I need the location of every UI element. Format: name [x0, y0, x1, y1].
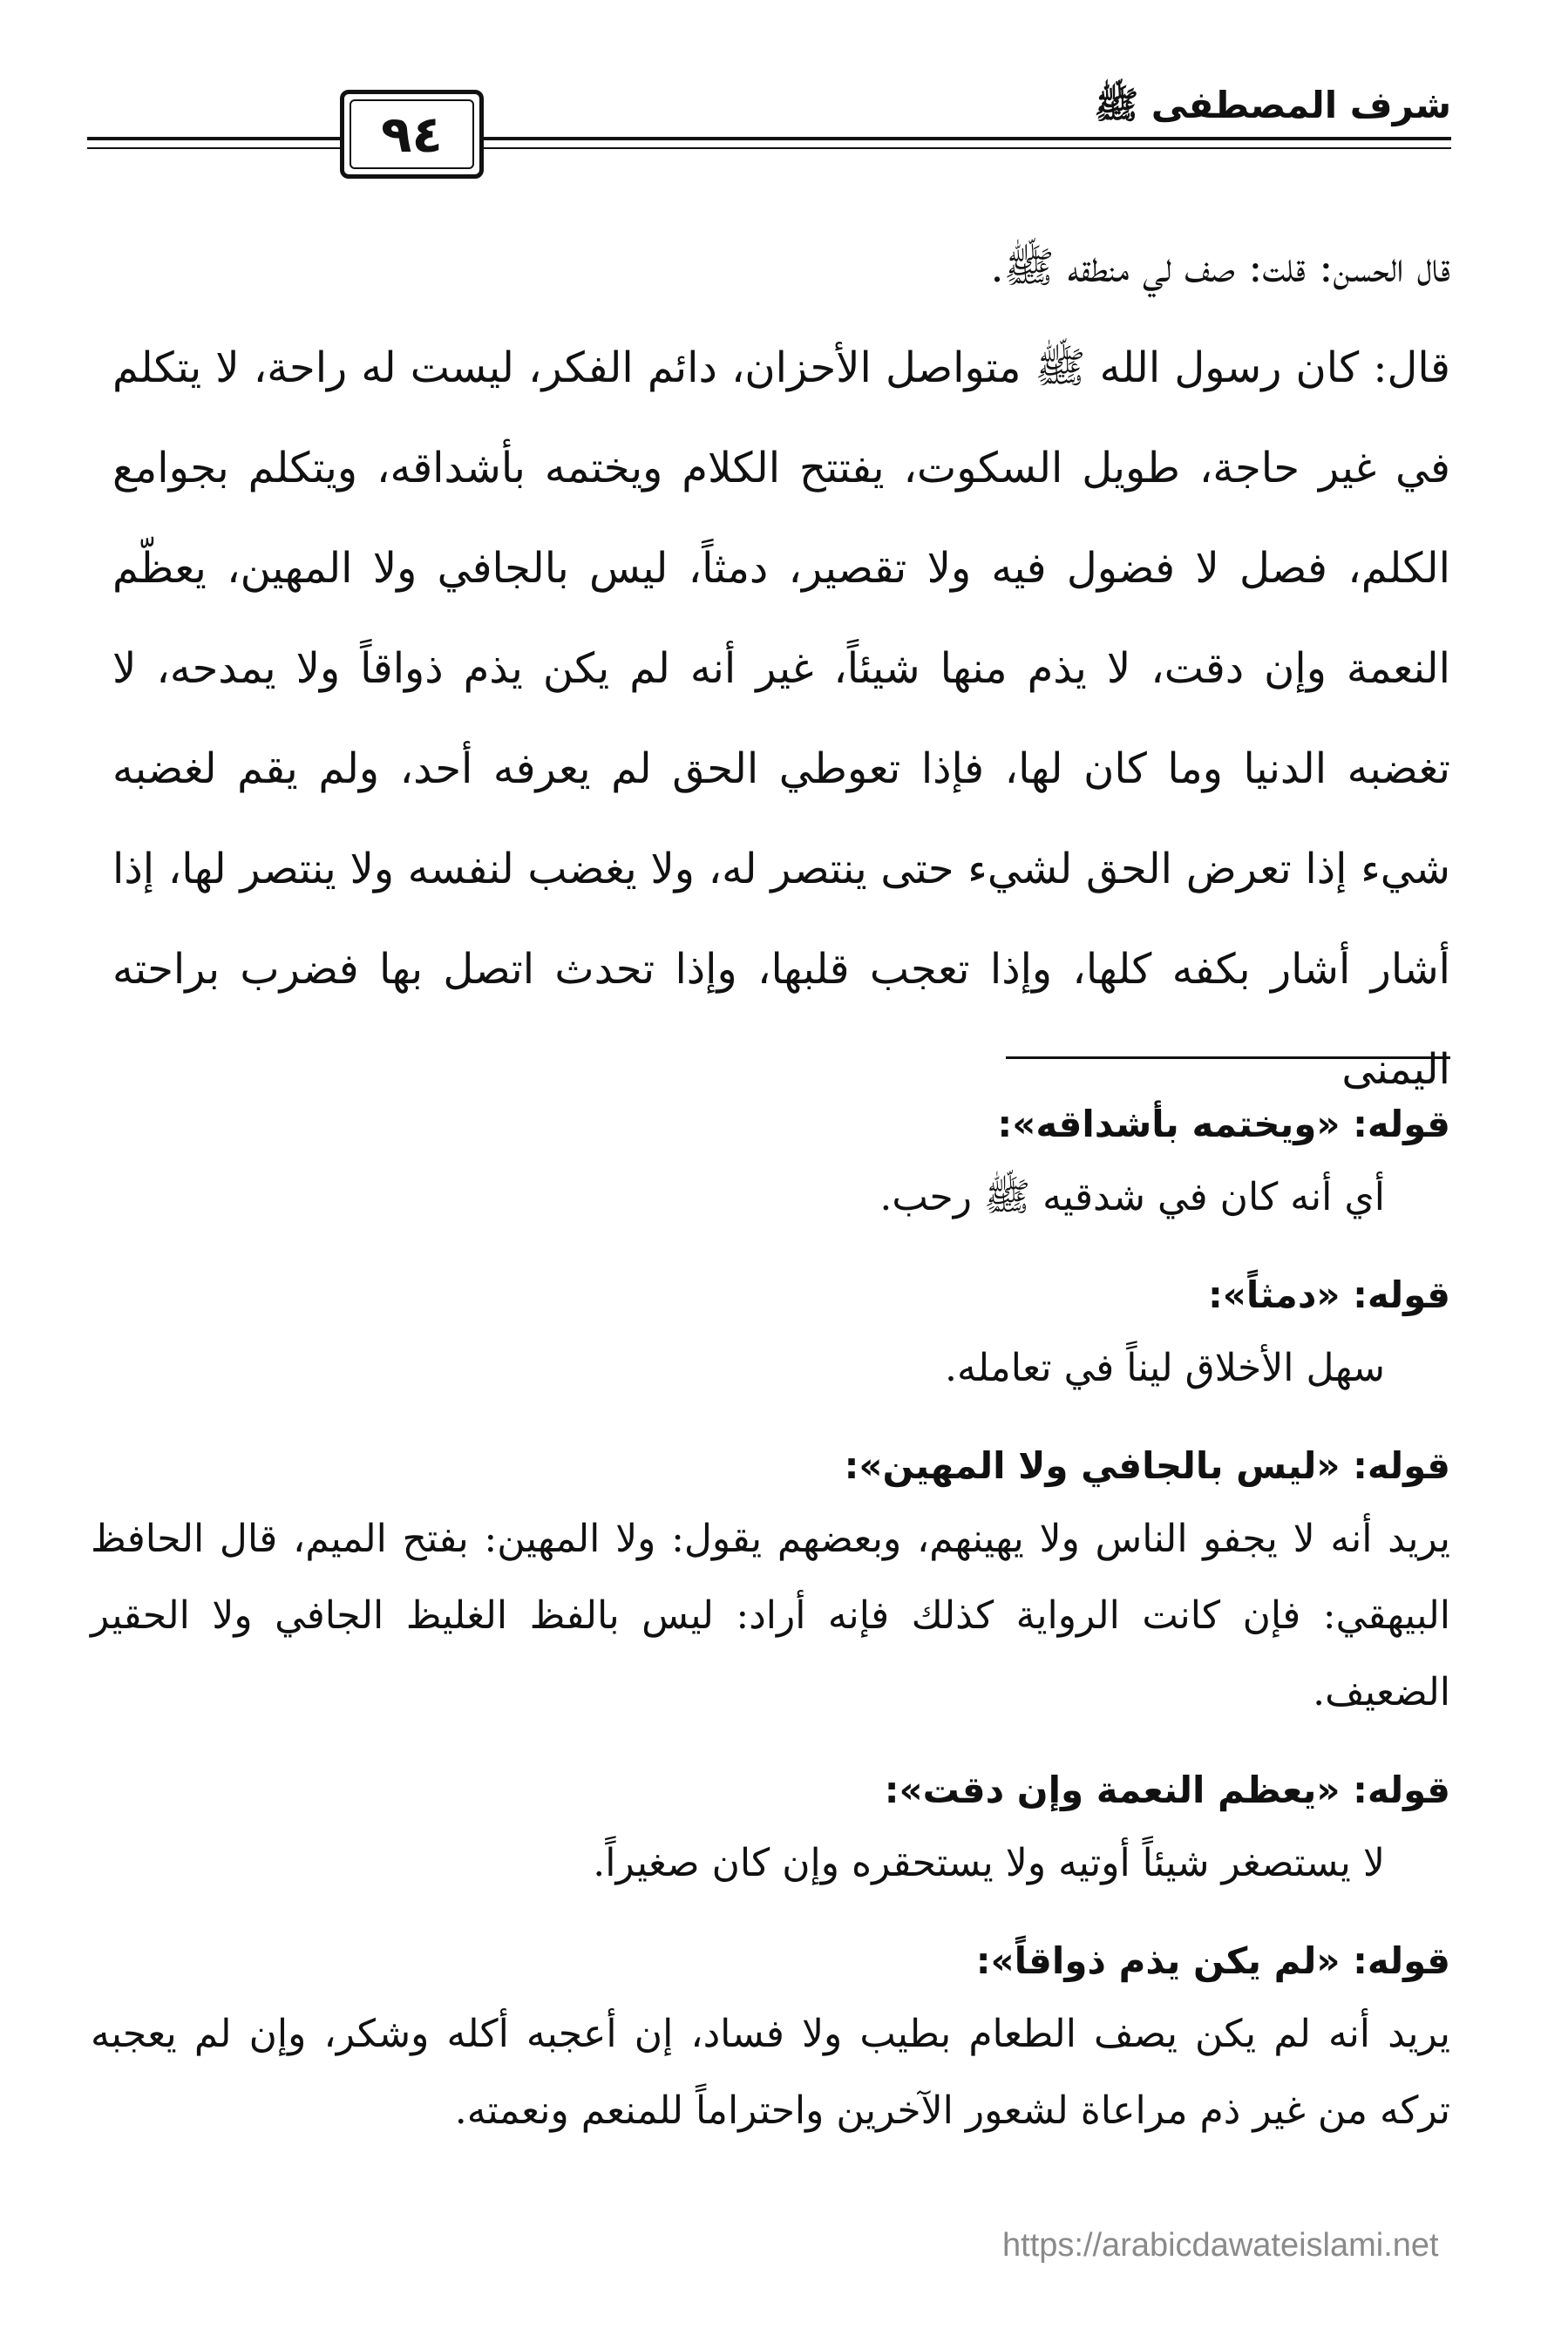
commentary-notes	[91, 1090, 1450, 2149]
note-body: يريد أنه لم يكن يصف الطعام بطيب ولا فساد، إن أعجبه أكله وشكر، وإن لم يعجبه تركه من غير ذم مراعاة لشعور الآخرين واحتراماً للمنعم ونعمته.	[91, 2012, 1450, 2133]
note	[91, 1260, 1450, 1407]
note	[91, 1090, 1450, 1236]
note-body: لا يستصغر شيئاً أوتيه ولا يستحقره وإن كان صغيراً.	[593, 1841, 1385, 1885]
page-number-frame	[340, 90, 484, 179]
header-rule	[87, 137, 1451, 140]
footnote-separator	[1006, 1056, 1450, 1059]
header-rule-thin	[87, 147, 1451, 149]
note-heading: قوله: «ويختمه بأشداقه»:	[997, 1103, 1450, 1145]
note-body: أي أنه كان في شدقيه ﷺ رحب.	[879, 1175, 1385, 1219]
main-paragraph: قال: كان رسول الله ﷺ متواصل الأحزان، دائم الفكر، ليست له راحة، لا يتكلم في غير حاجة، طويل السكوت، يفتتح الكلام ويختمه بأشداقه، ويتكلم بجوامع الكلم، فصل لا فضول فيه ولا تقصير، دمثاً، ليس بالجافي ولا المهين، يعظّم النعمة وإن دقت، لا يذم منها شيئاً، غير أنه لم يكن يذم ذواقاً ولا يمدحه، لا تغضبه الدنيا وما كان لها، فإذا تعوطي الحق لم يعرفه أحد، ولم يقم لغضبه شيء إذا تعرض الحق لشيء حتى ينتصر له، ولا يغضب لنفسه ولا ينتصر لها، إذا أشار أشار بكفه كلها، وإذا تعجب قلبها، وإذا تحدث اتصل بها فضرب براحته اليمنى	[112, 343, 1451, 1094]
note-body: سهل الأخلاق ليناً في تعامله.	[945, 1346, 1385, 1390]
note-heading: قوله: «ليس بالجافي ولا المهين»:	[844, 1444, 1450, 1487]
watermark-url: https://arabicdawateislami.net	[1002, 2227, 1439, 2264]
note-heading: قوله: «لم يكن يذم ذواقاً»:	[975, 1939, 1450, 1982]
note-heading: قوله: «يعظم النعمة وإن دقت»:	[884, 1769, 1450, 1811]
page-header	[87, 83, 1451, 179]
running-title: شرف المصطفى ﷺ	[1094, 84, 1451, 126]
note	[91, 1755, 1450, 1902]
main-paragraph: قال الحسن: قلت: صف لي منطقه ﷺ.	[990, 243, 1450, 292]
main-text	[112, 218, 1450, 1120]
note	[91, 1926, 1450, 2149]
note-heading: قوله: «دمثاً»:	[1207, 1273, 1450, 1316]
note	[91, 1431, 1450, 1731]
note-body: يريد أنه لا يجفو الناس ولا يهينهم، وبعضهم يقول: ولا المهين: بفتح الميم، قال الحافظ البيهقي: فإن كانت الرواية كذلك فإنه أراد: ليس بالفظ الغليظ الجافي ولا الحقير الضعيف.	[91, 1517, 1450, 1714]
page-number: ٩٤	[381, 105, 443, 164]
